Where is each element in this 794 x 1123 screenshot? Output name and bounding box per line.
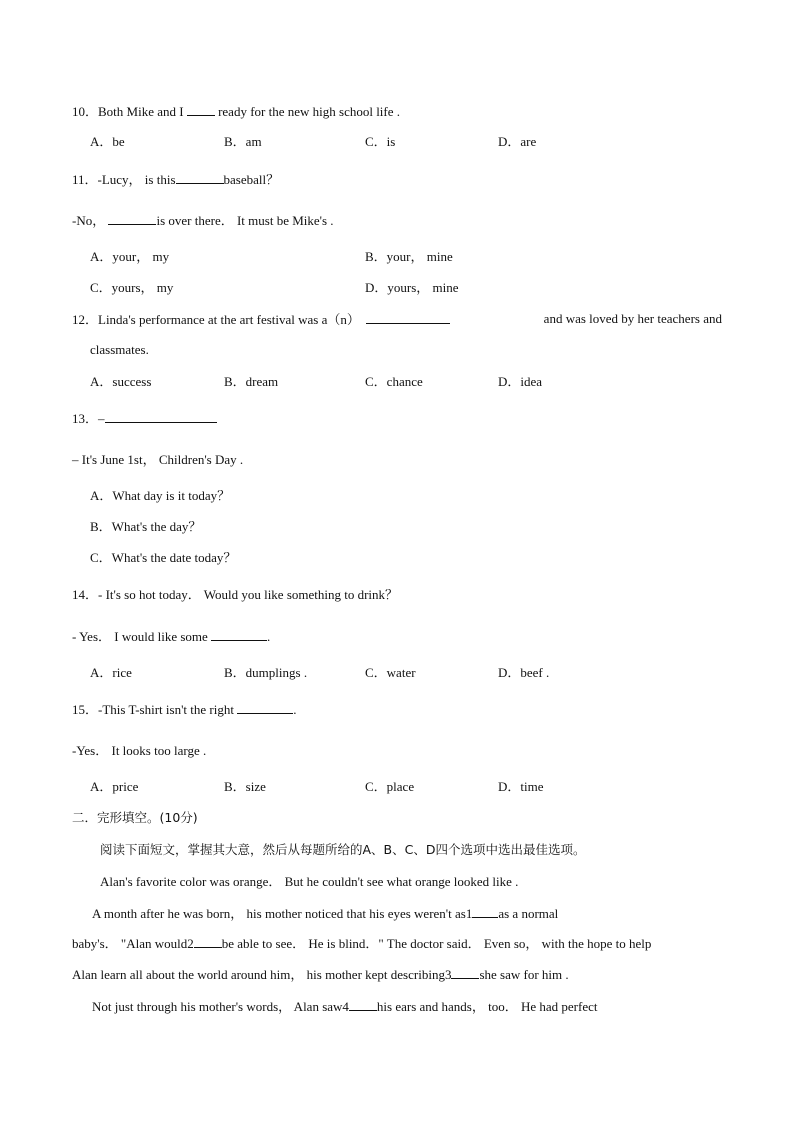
q14-blank <box>211 628 267 641</box>
q14-stem: 14．- It's so hot today． Would you like something to drink？ <box>72 587 399 602</box>
q10-blank <box>187 103 215 116</box>
q13-line2: – It's June 1st， Children's Day . <box>72 452 244 467</box>
q10-option-c[interactable]: C．is <box>365 134 396 149</box>
q11-option-a[interactable]: A．your， my <box>90 249 170 264</box>
q13-stem-pre: 13．– <box>72 411 105 426</box>
q11-line2-post: is over there． It must be Mike's . <box>156 213 334 228</box>
q14-option-c[interactable]: C．water <box>365 665 416 680</box>
q11-option-d[interactable]: D．yours， mine <box>365 280 459 295</box>
q15-option-d[interactable]: D．time <box>498 779 544 794</box>
q14-option-a[interactable]: A．rice <box>90 665 132 680</box>
q14-option-d[interactable]: D．beef . <box>498 665 550 680</box>
q11-stem <box>72 171 279 188</box>
q11-line2-pre: -No， <box>72 213 109 228</box>
q15-stem-pre: 15．-This T-shirt isn't the right <box>72 702 238 717</box>
passage-p4-pre: Alan learn all about the world around him， his mother kept describing3 <box>72 967 452 982</box>
q12-option-d[interactable]: D．idea <box>498 374 543 389</box>
q11-line2 <box>72 212 334 229</box>
passage-paragraph-1: Alan's favorite color was orange． But he couldn't see what orange looked like . <box>100 874 519 889</box>
passage-p3-pre: baby's． "Alan would2 <box>72 936 194 951</box>
q15-option-a[interactable]: A．price <box>90 779 139 794</box>
q11-stem-pre: 11．-Lucy， is this <box>72 172 176 187</box>
passage-p5-post: his ears and hands， too． He had perfect <box>376 999 598 1014</box>
passage-line-4 <box>72 966 569 983</box>
passage-blank-1 <box>472 905 498 918</box>
passage-blank-4 <box>349 998 377 1011</box>
passage-p4-post: she saw for him . <box>479 967 569 982</box>
q11-option-b[interactable]: B．your， mine <box>365 249 453 264</box>
passage-p3-post: be able to see． He is blind．" The doctor said． Even so， with the hope to help <box>221 936 652 951</box>
q15-line2: -Yes． It looks too large . <box>72 743 207 758</box>
passage-paragraph-2 <box>92 905 558 922</box>
q12-blank <box>366 311 450 324</box>
q13-option-b[interactable]: B．What's the day？ <box>90 519 202 534</box>
q15-stem-post: . <box>293 702 297 717</box>
q10-option-d[interactable]: D．are <box>498 134 537 149</box>
q12-stem-line2: classmates. <box>90 342 149 357</box>
section2-heading: 二．完形填空。(10分) <box>72 810 198 825</box>
passage-p2-post: as a normal <box>498 906 559 921</box>
q14-line2 <box>72 628 270 645</box>
passage-blank-2 <box>194 935 222 948</box>
q10-option-a[interactable]: A．be <box>90 134 125 149</box>
passage-p2-pre: A month after he was born， his mother noticed that his eyes weren't as1 <box>92 906 473 921</box>
q14-line2-pre: - Yes． I would like some <box>72 629 212 644</box>
q12-option-b[interactable]: B．dream <box>224 374 279 389</box>
q13-option-a[interactable]: A．What day is it today？ <box>90 488 231 503</box>
q15-blank <box>237 701 293 714</box>
q15-option-c[interactable]: C．place <box>365 779 415 794</box>
q12-option-c[interactable]: C．chance <box>365 374 423 389</box>
q12-stem <box>72 311 722 328</box>
passage-paragraph-5 <box>92 998 598 1015</box>
q15-stem <box>72 701 296 718</box>
passage-blank-3 <box>451 966 479 979</box>
q10-stem-post: ready for the new high school life . <box>214 104 401 119</box>
q10-option-b[interactable]: B．am <box>224 134 262 149</box>
q14-option-b[interactable]: B．dumplings . <box>224 665 308 680</box>
q10-stem-pre: 10．Both Mike and I <box>72 104 187 119</box>
q12-stem-pre: 12．Linda's performance at the art festival was a（n） <box>72 312 360 327</box>
q13-stem <box>72 410 217 427</box>
q11-blank-2 <box>108 212 156 225</box>
q10-stem <box>72 103 400 120</box>
q11-stem-post: baseball？ <box>223 172 280 187</box>
q11-blank-1 <box>176 171 224 184</box>
passage-p5-pre: Not just through his mother's words， Alan saw4 <box>92 999 349 1014</box>
q13-blank <box>105 410 217 423</box>
q11-option-c[interactable]: C．yours， my <box>90 280 174 295</box>
q14-line2-post: . <box>267 629 271 644</box>
q13-option-c[interactable]: C．What's the date today？ <box>90 550 237 565</box>
passage-line-3 <box>72 935 651 952</box>
q12-stem-post: and was loved by her teachers and <box>543 311 722 326</box>
section2-instruction: 阅读下面短文，掌握其大意，然后从每题所给的A、B、C、D四个选项中选出最佳选项。 <box>100 842 586 857</box>
q15-option-b[interactable]: B．size <box>224 779 266 794</box>
q12-option-a[interactable]: A．success <box>90 374 152 389</box>
